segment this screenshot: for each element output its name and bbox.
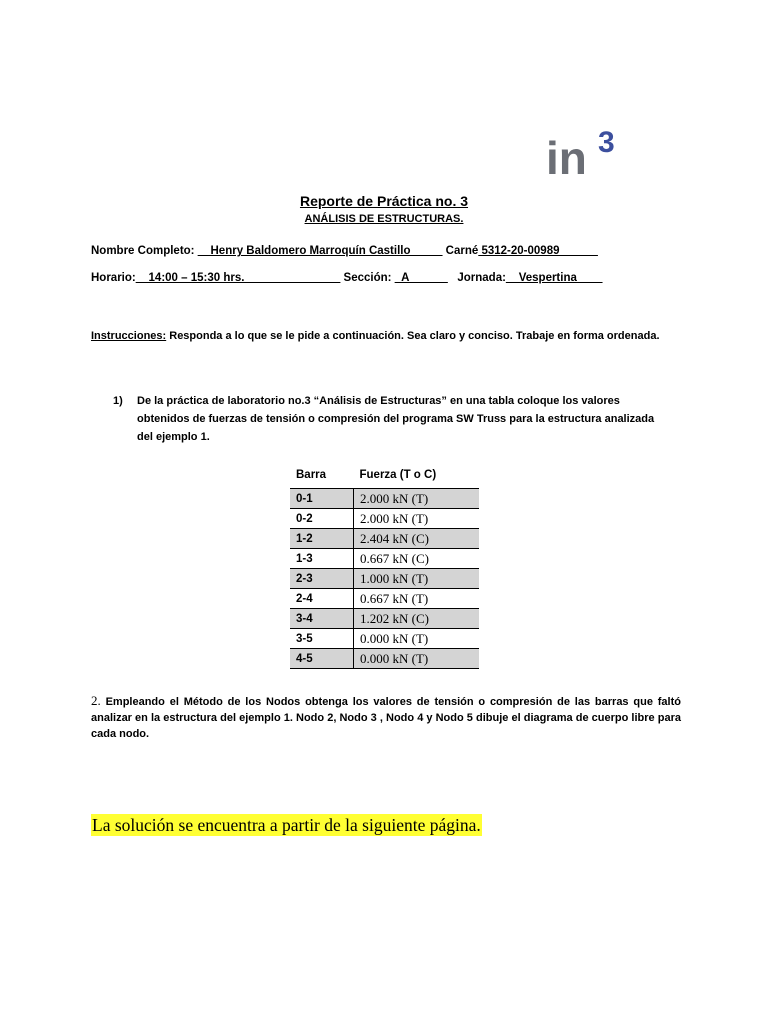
solution-note: La solución se encuentra a partir de la siguiente página. bbox=[92, 815, 481, 835]
question-1 bbox=[113, 392, 673, 446]
table-row bbox=[290, 569, 479, 589]
bar-cell: 1-3 bbox=[290, 549, 354, 569]
table-row bbox=[290, 649, 479, 669]
force-cell: 1.000 kN (T) bbox=[354, 569, 480, 589]
title-block bbox=[0, 192, 768, 226]
question-1-number: 1) bbox=[113, 395, 123, 407]
logo-superscript: 3 bbox=[598, 128, 615, 159]
force-cell: 1.202 kN (C) bbox=[354, 609, 480, 629]
schedule-row bbox=[91, 270, 602, 286]
horario-label: Horario: bbox=[91, 272, 136, 284]
logo-text: in bbox=[546, 132, 587, 178]
bar-cell: 0-1 bbox=[290, 489, 354, 509]
bar-cell: 1-2 bbox=[290, 529, 354, 549]
name-row bbox=[91, 243, 598, 259]
force-cell: 2.000 kN (T) bbox=[354, 489, 480, 509]
force-cell: 2.404 kN (C) bbox=[354, 529, 480, 549]
force-cell: 0.000 kN (T) bbox=[354, 629, 480, 649]
table-row bbox=[290, 629, 479, 649]
instructions-label: Instrucciones: bbox=[91, 330, 167, 342]
table-row bbox=[290, 489, 479, 509]
force-cell: 2.000 kN (T) bbox=[354, 509, 480, 529]
seccion-label: Sección: bbox=[340, 272, 395, 284]
instructions bbox=[91, 329, 679, 344]
header-barra: Barra bbox=[296, 469, 327, 481]
jornada-value: __Vespertina____ bbox=[505, 272, 603, 284]
question-2 bbox=[91, 693, 681, 742]
table-row bbox=[290, 609, 479, 629]
page-subtitle: ANÁLISIS DE ESTRUCTURAS. bbox=[304, 213, 464, 225]
forces-table bbox=[290, 468, 479, 669]
horario-value: __14:00 – 15:30 hrs._______________ bbox=[135, 272, 341, 284]
bar-cell: 2-4 bbox=[290, 589, 354, 609]
bar-cell: 3-4 bbox=[290, 609, 354, 629]
header-fuerza: Fuerza (T o C) bbox=[359, 469, 437, 481]
in3-logo bbox=[546, 128, 628, 178]
question-1-text: De la práctica de laboratorio no.3 “Análisis de Estructuras” en una tabla coloque los valores obtenidos de fuerzas de tensión o compresión del programa SW Truss para la estructura analizada del ejemplo 1. bbox=[137, 395, 655, 443]
jornada-label: Jornada: bbox=[447, 272, 506, 284]
table-row bbox=[290, 509, 479, 529]
force-cell: 0.667 kN (C) bbox=[354, 549, 480, 569]
instructions-text: Responda a lo que se le pide a continuación. Sea claro y conciso. Trabaje en forma ordenada. bbox=[166, 330, 660, 342]
table-row bbox=[290, 589, 479, 609]
question-2-text: Empleando el Método de los Nodos obtenga los valores de tensión o compresión de las barras que faltó analizar en la estructura del ejemplo 1. Nodo 2, Nodo 3 , Nodo 4 y Nodo 5 dibuje el diagrama de cuerpo libre para cada nodo. bbox=[91, 696, 681, 740]
force-cell: 0.667 kN (T) bbox=[354, 589, 480, 609]
name-label: Nombre Completo: bbox=[91, 245, 198, 257]
page-title: Reporte de Práctica no. 3 bbox=[299, 193, 469, 209]
question-2-number: 2. bbox=[91, 693, 101, 708]
bar-cell: 0-2 bbox=[290, 509, 354, 529]
table-header-row bbox=[290, 468, 479, 489]
force-cell: 0.000 kN (T) bbox=[354, 649, 480, 669]
table-row bbox=[290, 529, 479, 549]
name-value: __Henry Baldomero Marroquín Castillo_____ bbox=[197, 245, 443, 257]
carne-label: Carné bbox=[442, 245, 479, 257]
table-row bbox=[290, 549, 479, 569]
bar-cell: 2-3 bbox=[290, 569, 354, 589]
seccion-value: _A______ bbox=[394, 272, 448, 284]
bar-cell: 3-5 bbox=[290, 629, 354, 649]
carne-value: 5312-20-00989______ bbox=[478, 245, 598, 257]
bar-cell: 4-5 bbox=[290, 649, 354, 669]
forces-table-body bbox=[290, 489, 479, 669]
